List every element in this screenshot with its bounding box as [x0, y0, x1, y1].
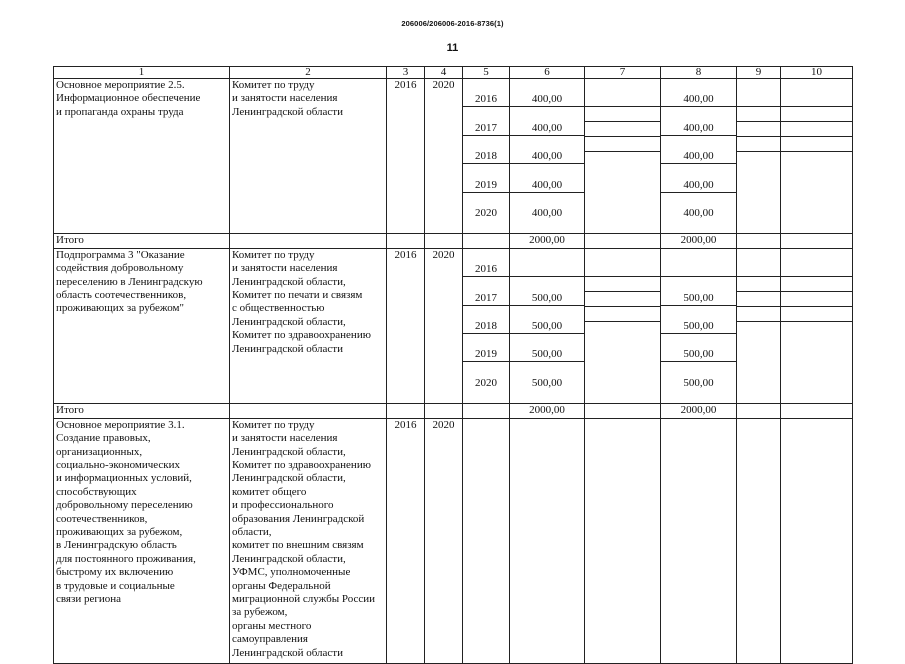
col7-cell [585, 248, 661, 403]
activity-name: Подпрограмма 3 "Оказание содействия добровольному переселению в Ленинградскую область соотечественников, проживающих за рубежом" [54, 248, 230, 403]
year-value: 2020 [475, 376, 497, 389]
executor-cell: Комитет по труду и занятости населения Ленинградской области, Комитет по печати и связям с общественностью Ленинградской области, Комитет по здравоохранению Ленинградской области [230, 248, 387, 403]
year-value: 2016 [463, 92, 509, 107]
start-year: 2016 [387, 248, 425, 403]
amount-value: 500,00 [661, 347, 736, 362]
amount-value: 500,00 [661, 291, 736, 306]
amount-value: 400,00 [683, 207, 714, 220]
amount-value: 400,00 [510, 121, 584, 136]
column-header: 5 [463, 67, 510, 79]
year-value: 2017 [463, 291, 509, 306]
total-col6: 2000,00 [510, 234, 585, 248]
col8-cell [661, 248, 737, 403]
total-row [54, 404, 853, 418]
total-col8: 2000,00 [661, 234, 737, 248]
activity-name: Основное мероприятие 3.1. Создание правовых, организационных, социально-экономических и информационных условий, способствующих добровольному переселению соотечественников, проживающих за рубежом, в Ленинградскую область для постоянного проживания, быстрому их включению в трудовые и социальные связи региона [54, 418, 230, 663]
start-year: 2016 [387, 418, 425, 663]
amount-value: 400,00 [510, 149, 584, 164]
col10-cell [781, 248, 853, 403]
amount-value: 400,00 [510, 92, 584, 107]
year-value: 2020 [475, 207, 497, 220]
year-value: 2016 [463, 262, 509, 277]
years-cell [463, 79, 510, 234]
amount-value: 400,00 [661, 121, 736, 136]
column-header: 9 [737, 67, 781, 79]
amount-value: 500,00 [510, 291, 584, 306]
year-value: 2018 [463, 319, 509, 334]
amount-value: 400,00 [661, 178, 736, 193]
page-number: 11 [446, 42, 459, 54]
column-header: 10 [781, 67, 853, 79]
executor-cell: Комитет по труду и занятости населения Ленинградской области [230, 79, 387, 234]
column-header: 4 [425, 67, 463, 79]
column-header: 2 [230, 67, 387, 79]
table-row [54, 248, 853, 403]
document-id: 206006/206006-2016-8736(1) [401, 19, 504, 28]
table-row [54, 79, 853, 234]
program-table [53, 66, 853, 664]
year-value: 2018 [463, 149, 509, 164]
total-col8: 2000,00 [661, 404, 737, 418]
col9-cell [737, 79, 781, 234]
activity-name: Основное мероприятие 2.5. Информационное обеспечение и пропаганда охраны труда [54, 79, 230, 234]
col7-cell [585, 79, 661, 234]
column-header: 8 [661, 67, 737, 79]
total-label: Итого [54, 234, 230, 248]
amount-value [661, 262, 736, 277]
total-col6: 2000,00 [510, 404, 585, 418]
end-year: 2020 [425, 248, 463, 403]
amount-value: 500,00 [661, 319, 736, 334]
column-header: 7 [585, 67, 661, 79]
amount-value: 400,00 [661, 149, 736, 164]
year-value: 2019 [463, 178, 509, 193]
col10-cell [781, 79, 853, 234]
total-row [54, 234, 853, 248]
amount-value [510, 262, 584, 277]
amount-value: 500,00 [510, 319, 584, 334]
amount-value: 400,00 [661, 92, 736, 107]
amount-value: 500,00 [683, 376, 714, 389]
total-label: Итого [54, 404, 230, 418]
col9-cell [737, 248, 781, 403]
amount-value: 400,00 [531, 207, 563, 220]
header-row [54, 67, 853, 79]
end-year: 2020 [425, 79, 463, 234]
column-header: 3 [387, 67, 425, 79]
executor-cell: Комитет по труду и занятости населения Ленинградской области, Комитет по здравоохранению Ленинградской области, комитет общего и профессионального образования Ленинградской области, комитет по внешним связям Ленинградской области, УФМС, уполномоченные органы Федеральной миграционной службы России за рубежом, органы местного самоуправления Ленинградской области [230, 418, 387, 663]
year-value: 2019 [463, 347, 509, 362]
col6-cell [510, 79, 585, 234]
end-year: 2020 [425, 418, 463, 663]
start-year: 2016 [387, 79, 425, 234]
col8-cell [661, 79, 737, 234]
year-value: 2017 [463, 121, 509, 136]
col6-cell [510, 248, 585, 403]
amount-value: 500,00 [510, 347, 584, 362]
amount-value: 400,00 [510, 178, 584, 193]
table-row [54, 418, 853, 663]
years-cell [463, 248, 510, 403]
column-header: 6 [510, 67, 585, 79]
amount-value: 500,00 [531, 376, 563, 389]
column-header: 1 [54, 67, 230, 79]
